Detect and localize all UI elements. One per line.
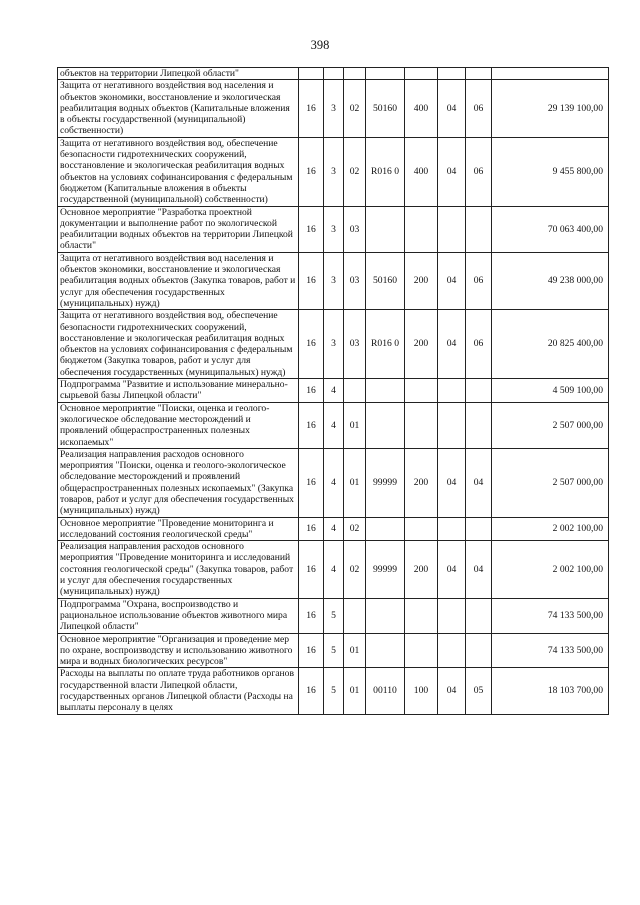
expense-type-code: 200 bbox=[405, 252, 438, 309]
direction-code bbox=[366, 633, 405, 668]
event-code: 02 bbox=[344, 80, 366, 137]
section-code bbox=[438, 633, 466, 668]
program-code bbox=[324, 68, 344, 80]
row-description: Основное мероприятие "Разработка проектной документации и выполнение работ по экологической реабилитации водных объектов на территории Липецкой области" bbox=[58, 206, 299, 252]
section-code: 04 bbox=[438, 668, 466, 714]
direction-code: 50160 bbox=[366, 80, 405, 137]
row-description: Подпрограмма "Охрана, воспроизводство и рациональное использование объектов животного мира Липецкой области" bbox=[58, 598, 299, 633]
event-code: 02 bbox=[344, 541, 366, 598]
direction-code: 00110 bbox=[366, 668, 405, 714]
direction-code: 99999 bbox=[366, 541, 405, 598]
table-row bbox=[58, 137, 609, 206]
direction-code: 50160 bbox=[366, 252, 405, 309]
admin-code: 16 bbox=[299, 137, 324, 206]
admin-code: 16 bbox=[299, 206, 324, 252]
admin-code: 16 bbox=[299, 310, 324, 379]
row-description: Защита от негативного воздействия вод, обеспечение безопасности гидротехнических сооружений, восстановление и экологическая реабилитация водных объектов на условиях софинансирования с федеральным бюджетом (Капитальные вложения в объекты государственной (муниципальной) собственности) bbox=[58, 137, 299, 206]
direction-code bbox=[366, 402, 405, 448]
subsection-code bbox=[466, 402, 492, 448]
amount: 29 139 100,00 bbox=[492, 80, 609, 137]
subsection-code: 04 bbox=[466, 541, 492, 598]
section-code bbox=[438, 598, 466, 633]
program-code: 5 bbox=[324, 598, 344, 633]
expense-type-code: 200 bbox=[405, 310, 438, 379]
amount: 2 002 100,00 bbox=[492, 541, 609, 598]
amount: 74 133 500,00 bbox=[492, 598, 609, 633]
amount: 2 507 000,00 bbox=[492, 402, 609, 448]
subsection-code: 06 bbox=[466, 310, 492, 379]
program-code: 5 bbox=[324, 668, 344, 714]
event-code: 01 bbox=[344, 633, 366, 668]
subsection-code: 05 bbox=[466, 668, 492, 714]
amount bbox=[492, 68, 609, 80]
section-code: 04 bbox=[438, 310, 466, 379]
program-code: 4 bbox=[324, 448, 344, 517]
amount: 2 002 100,00 bbox=[492, 517, 609, 541]
program-code: 3 bbox=[324, 206, 344, 252]
section-code: 04 bbox=[438, 137, 466, 206]
table-row bbox=[58, 598, 609, 633]
admin-code: 16 bbox=[299, 402, 324, 448]
admin-code: 16 bbox=[299, 252, 324, 309]
row-description: Основное мероприятие "Организация и проведение мер по охране, воспроизводству и использованию животного мира и водных биологических ресурсов" bbox=[58, 633, 299, 668]
row-description: Реализация направления расходов основного мероприятия "Проведение мониторинга и исследований состояния геологической среды" (Закупка товаров, работ и услуг для обеспечения государственных (муниципальных) нужд) bbox=[58, 541, 299, 598]
subsection-code bbox=[466, 633, 492, 668]
program-code: 3 bbox=[324, 80, 344, 137]
direction-code bbox=[366, 206, 405, 252]
expense-type-code bbox=[405, 68, 438, 80]
expense-type-code: 100 bbox=[405, 668, 438, 714]
direction-code bbox=[366, 379, 405, 403]
subsection-code bbox=[466, 517, 492, 541]
table-row bbox=[58, 633, 609, 668]
section-code: 04 bbox=[438, 252, 466, 309]
expense-type-code bbox=[405, 517, 438, 541]
table-row bbox=[58, 252, 609, 309]
subsection-code: 04 bbox=[466, 448, 492, 517]
event-code: 02 bbox=[344, 137, 366, 206]
table-row bbox=[58, 80, 609, 137]
table-row bbox=[58, 448, 609, 517]
subsection-code bbox=[466, 68, 492, 80]
admin-code: 16 bbox=[299, 517, 324, 541]
row-description: объектов на территории Липецкой области" bbox=[58, 68, 299, 80]
amount: 9 455 800,00 bbox=[492, 137, 609, 206]
direction-code: R016 0 bbox=[366, 137, 405, 206]
table-row bbox=[58, 668, 609, 714]
section-code: 04 bbox=[438, 541, 466, 598]
table-row bbox=[58, 310, 609, 379]
subsection-code bbox=[466, 206, 492, 252]
row-description: Защита от негативного воздействия вод населения и объектов экономики, восстановление и экологическая реабилитация водных объектов (Капитальные вложения в объекты государственной (муниципальной) собственности) bbox=[58, 80, 299, 137]
amount: 18 103 700,00 bbox=[492, 668, 609, 714]
program-code: 3 bbox=[324, 252, 344, 309]
admin-code bbox=[299, 68, 324, 80]
admin-code: 16 bbox=[299, 448, 324, 517]
section-code bbox=[438, 206, 466, 252]
event-code: 03 bbox=[344, 252, 366, 309]
expense-type-code: 200 bbox=[405, 448, 438, 517]
table-row bbox=[58, 402, 609, 448]
expense-type-code: 200 bbox=[405, 541, 438, 598]
amount: 20 825 400,00 bbox=[492, 310, 609, 379]
event-code bbox=[344, 379, 366, 403]
amount: 49 238 000,00 bbox=[492, 252, 609, 309]
table-row bbox=[58, 68, 609, 80]
amount: 70 063 400,00 bbox=[492, 206, 609, 252]
admin-code: 16 bbox=[299, 541, 324, 598]
direction-code bbox=[366, 68, 405, 80]
event-code: 03 bbox=[344, 310, 366, 379]
admin-code: 16 bbox=[299, 80, 324, 137]
table-row bbox=[58, 206, 609, 252]
expense-type-code bbox=[405, 206, 438, 252]
event-code: 01 bbox=[344, 668, 366, 714]
subsection-code bbox=[466, 598, 492, 633]
subsection-code bbox=[466, 379, 492, 403]
program-code: 4 bbox=[324, 517, 344, 541]
direction-code: 99999 bbox=[366, 448, 405, 517]
row-description: Основное мероприятие "Проведение мониторинга и исследований состояния геологической среды" bbox=[58, 517, 299, 541]
program-code: 5 bbox=[324, 633, 344, 668]
amount: 2 507 000,00 bbox=[492, 448, 609, 517]
direction-code: R016 0 bbox=[366, 310, 405, 379]
expense-type-code: 400 bbox=[405, 80, 438, 137]
section-code bbox=[438, 517, 466, 541]
event-code: 02 bbox=[344, 517, 366, 541]
program-code: 4 bbox=[324, 541, 344, 598]
row-description: Реализация направления расходов основного мероприятия "Поиски, оценка и геолого-экологическое обследование месторождений и проявлений общераспространенных полезных ископаемых" (Закупка товаров, работ и услуг для обеспечения государственных (муниципальных) нужд) bbox=[58, 448, 299, 517]
budget-table bbox=[57, 67, 609, 715]
section-code: 04 bbox=[438, 80, 466, 137]
subsection-code: 06 bbox=[466, 252, 492, 309]
admin-code: 16 bbox=[299, 633, 324, 668]
program-code: 3 bbox=[324, 137, 344, 206]
program-code: 4 bbox=[324, 379, 344, 403]
row-description: Защита от негативного воздействия вод населения и объектов экономики, восстановление и экологическая реабилитация водных объектов (Закупка товаров, работ и услуг для обеспечения государственных (муниципальных) нужд) bbox=[58, 252, 299, 309]
event-code: 01 bbox=[344, 448, 366, 517]
direction-code bbox=[366, 598, 405, 633]
section-code: 04 bbox=[438, 448, 466, 517]
subsection-code: 06 bbox=[466, 80, 492, 137]
section-code bbox=[438, 379, 466, 403]
amount: 4 509 100,00 bbox=[492, 379, 609, 403]
event-code bbox=[344, 598, 366, 633]
row-description: Основное мероприятие "Поиски, оценка и геолого-экологическое обследование месторождений и проявлений общераспространенных полезных ископаемых" bbox=[58, 402, 299, 448]
table-row bbox=[58, 517, 609, 541]
row-description: Подпрограмма "Развитие и использование минерально-сырьевой базы Липецкой области" bbox=[58, 379, 299, 403]
section-code bbox=[438, 402, 466, 448]
event-code bbox=[344, 68, 366, 80]
expense-type-code bbox=[405, 633, 438, 668]
amount: 74 133 500,00 bbox=[492, 633, 609, 668]
program-code: 4 bbox=[324, 402, 344, 448]
admin-code: 16 bbox=[299, 379, 324, 403]
program-code: 3 bbox=[324, 310, 344, 379]
direction-code bbox=[366, 517, 405, 541]
expense-type-code bbox=[405, 402, 438, 448]
page-number: 398 bbox=[310, 38, 330, 52]
expense-type-code bbox=[405, 598, 438, 633]
table-row bbox=[58, 541, 609, 598]
section-code bbox=[438, 68, 466, 80]
event-code: 01 bbox=[344, 402, 366, 448]
event-code: 03 bbox=[344, 206, 366, 252]
table-row bbox=[58, 379, 609, 403]
admin-code: 16 bbox=[299, 598, 324, 633]
admin-code: 16 bbox=[299, 668, 324, 714]
subsection-code: 06 bbox=[466, 137, 492, 206]
expense-type-code: 400 bbox=[405, 137, 438, 206]
row-description: Расходы на выплаты по оплате труда работников органов государственной власти Липецкой области, государственных органов Липецкой области (Расходы на выплаты персоналу в целях bbox=[58, 668, 299, 714]
expense-type-code bbox=[405, 379, 438, 403]
row-description: Защита от негативного воздействия вод, обеспечение безопасности гидротехнических сооружений, восстановление и экологическая реабилитация водных объектов на условиях софинансирования с федеральным бюджетом (Закупка товаров, работ и услуг для обеспечения государственных (муниципальных) нужд) bbox=[58, 310, 299, 379]
